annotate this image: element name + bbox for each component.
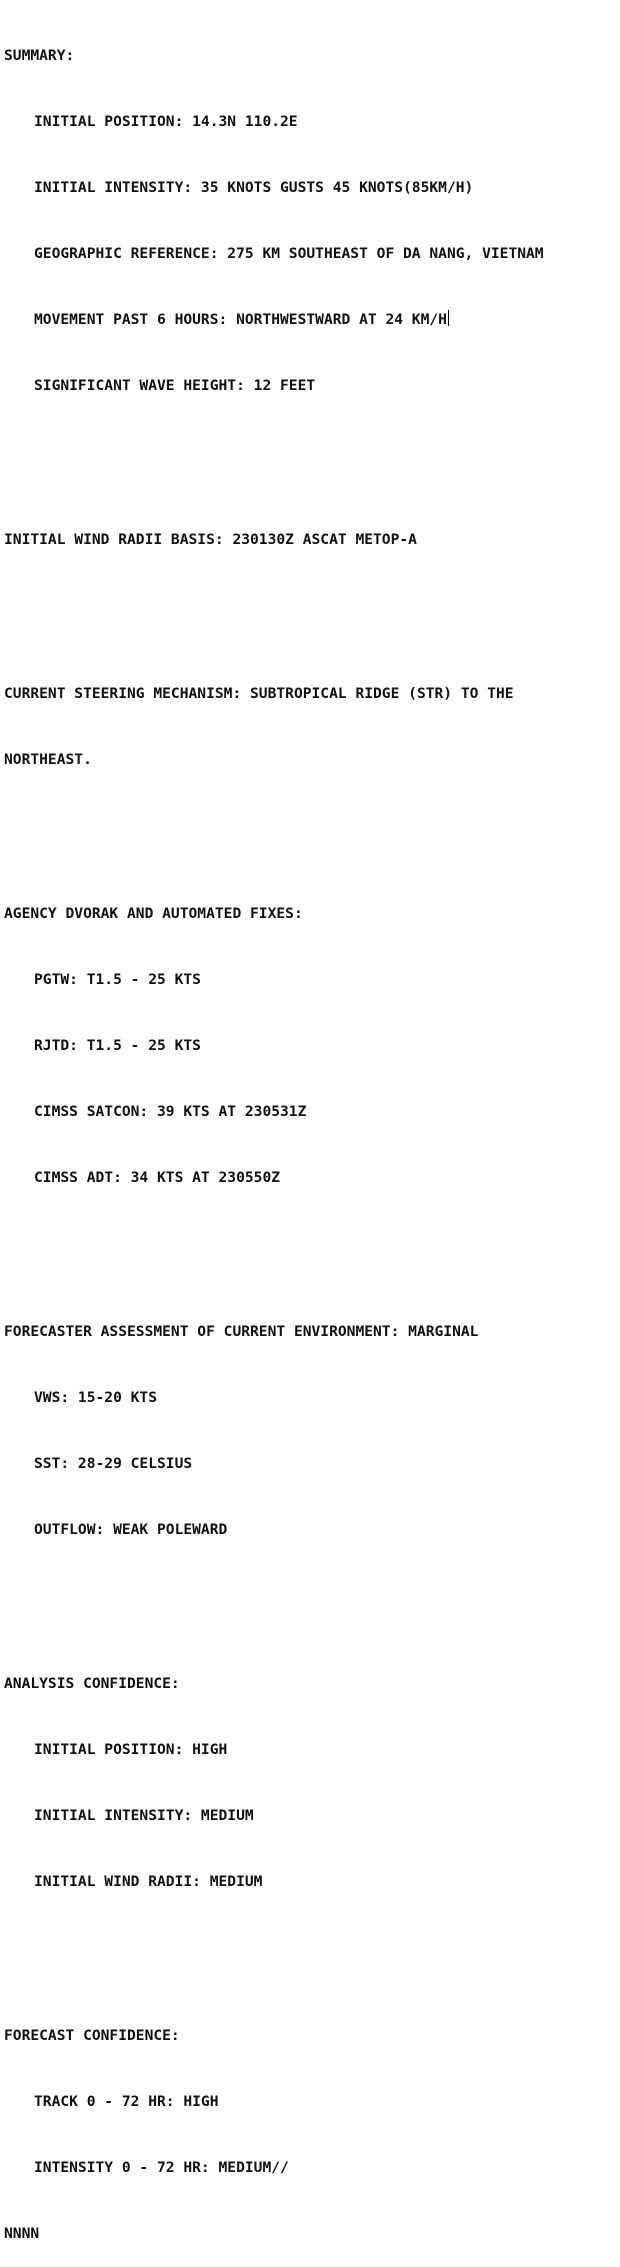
- steering-line-1: CURRENT STEERING MECHANISM: SUBTROPICAL RIDGE (STR) TO THE: [4, 685, 514, 702]
- analysis-position: INITIAL POSITION: HIGH: [34, 1741, 228, 1758]
- geographic-reference: GEOGRAPHIC REFERENCE: 275 KM SOUTHEAST OF DA NANG, VIETNAM: [34, 245, 544, 262]
- summary-heading: SUMMARY:: [4, 47, 75, 64]
- bulletin-document[interactable]: [4, 1, 618, 2267]
- spacer: [4, 1585, 618, 1607]
- dvorak-heading: AGENCY DVORAK AND AUTOMATED FIXES:: [4, 905, 303, 922]
- analysis-wind-radii: INITIAL WIND RADII: MEDIUM: [34, 1873, 263, 1890]
- spacer: [4, 815, 618, 837]
- movement-line: [4, 309, 618, 331]
- end-marker: NNNN: [4, 2225, 40, 2242]
- spacer: [4, 1937, 618, 1959]
- environment-heading: FORECASTER ASSESSMENT OF CURRENT ENVIRONMENT: MARGINAL: [4, 1323, 479, 1340]
- steering-line-2: NORTHEAST.: [4, 751, 92, 768]
- dvorak-pgtw: PGTW: T1.5 - 25 KTS: [34, 971, 201, 988]
- dvorak-adt: CIMSS ADT: 34 KTS AT 230550Z: [34, 1169, 281, 1186]
- dvorak-rjtd: RJTD: T1.5 - 25 KTS: [34, 1037, 201, 1054]
- spacer: [4, 441, 618, 463]
- wave-height: SIGNIFICANT WAVE HEIGHT: 12 FEET: [34, 377, 316, 394]
- text-cursor: [448, 310, 449, 326]
- analysis-intensity: INITIAL INTENSITY: MEDIUM: [34, 1807, 254, 1824]
- spacer: [4, 1233, 618, 1255]
- environment-outflow: OUTFLOW: WEAK POLEWARD: [34, 1521, 228, 1538]
- movement-text: MOVEMENT PAST 6 HOURS: NORTHWESTWARD AT 24 KM/H: [34, 311, 447, 328]
- initial-position: INITIAL POSITION: 14.3N 110.2E: [34, 113, 298, 130]
- forecast-confidence-heading: FORECAST CONFIDENCE:: [4, 2027, 180, 2044]
- environment-vws: VWS: 15-20 KTS: [34, 1389, 158, 1406]
- initial-intensity: INITIAL INTENSITY: 35 KNOTS GUSTS 45 KNOTS(85KM/H): [34, 179, 474, 196]
- environment-sst: SST: 28-29 CELSIUS: [34, 1455, 193, 1472]
- dvorak-satcon: CIMSS SATCON: 39 KTS AT 230531Z: [34, 1103, 307, 1120]
- forecast-track: TRACK 0 - 72 HR: HIGH: [34, 2093, 219, 2110]
- analysis-confidence-heading: ANALYSIS CONFIDENCE:: [4, 1675, 180, 1692]
- spacer: [4, 595, 618, 617]
- forecast-intensity: INTENSITY 0 - 72 HR: MEDIUM//: [34, 2159, 289, 2176]
- wind-radii-basis: INITIAL WIND RADII BASIS: 230130Z ASCAT METOP-A: [4, 531, 417, 548]
